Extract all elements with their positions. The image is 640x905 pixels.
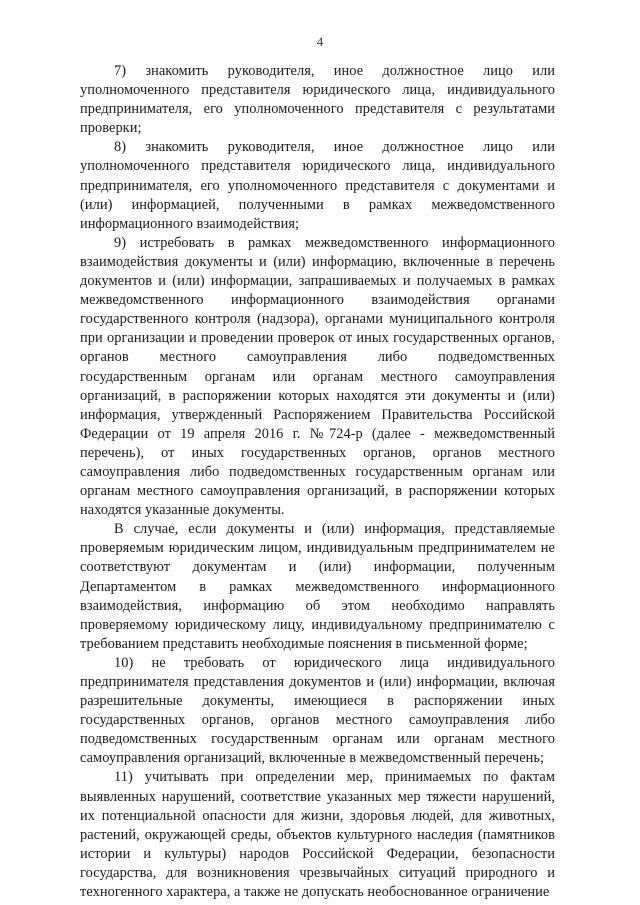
page-number: 4 bbox=[316, 34, 324, 49]
paragraph-item-8: 8) знакомить руководителя, иное должностное лицо или уполномоченного представителя юридического лица, индивидуального предпринимателя, его уполномоченного представителя с документами и (или) информацией, полученными в рамках межведомственного информационного взаимодействия; bbox=[80, 139, 555, 232]
paragraph-item-7: 7) знакомить руководителя, иное должностное лицо или уполномоченного представителя юридического лица, индивидуального предпринимателя, его уполномоченного представителя с результатами проверки; bbox=[80, 63, 555, 137]
paragraph-mismatch-note: В случае, если документы и (или) информация, представляемые проверяемым юридическим лицом, индивидуальным предпринимателем не соответствуют документам и (или) информации, полученным Департаментом в рамках межведомственного информационного взаимодействия, информацию об этом необходимо направлять проверяемому юридическому лицу, индивидуальному предпринимателю с требованием представить необходимые пояснения в письменной форме; bbox=[80, 521, 555, 652]
paragraph-item-11: 11) учитывать при определении мер, принимаемых по фактам выявленных нарушений, соответствие указанных мер тяжести нарушений, их потенциальной опасности для жизни, здоровья людей, для животных, растений, окружающей среды, объектов культурного наследия (памятников истории и культуры) народов Российской Федерации, безопасности государства, для возникновения чрезвычайных ситуаций природного и техногенного характера, а также не допускать необоснованное ограничение bbox=[80, 769, 555, 901]
paragraph-item-10: 10) не требовать от юридического лица индивидуального предпринимателя представления документов и (или) информации, включая разрешительные документы, имеющиеся в распоряжении иных государственных органов, органов местного самоуправления либо подведомственных государственным органам или органам местного самоуправления организаций, включенные в межведомственный перечень; bbox=[80, 654, 555, 767]
document-body bbox=[80, 62, 555, 902]
paragraph-item-9: 9) истребовать в рамках межведомственного информационного взаимодействия документы и (или) информацию, включенные в перечень документов и (или) информации, запрашиваемых и получаемых в рамках межведомственного информационного взаимодействия органами государственного контроля (надзора), органами муниципального контроля при организации и проведении проверок от иных государственных органов, органов местного самоуправления либо подведомственных государственным органам или органам местного самоуправления организаций, в распоряжении которых находятся эти документы и (или) информация, утвержденный Распоряжением Правительства Российской Федерации от 19 апреля 2016 г. №724-р (далее - межведомственный перечень), от иных государственных органов, органов местного самоуправления либо подведомственных государственным органам или органам местного самоуправления организаций, в распоряжении которых находятся указанные документы. bbox=[80, 234, 555, 519]
